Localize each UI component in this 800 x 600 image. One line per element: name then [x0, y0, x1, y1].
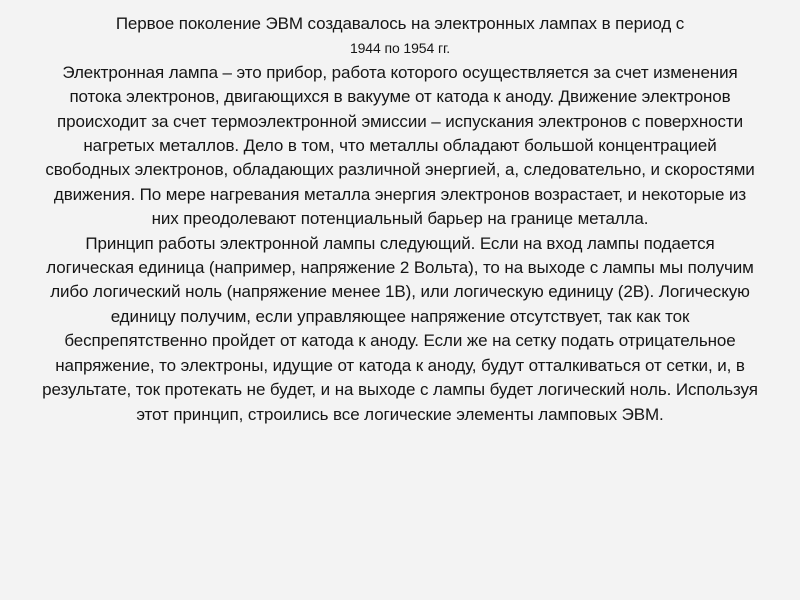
- lamp-description-paragraph: Электронная лампа – это прибор, работа которого осуществляется за счет изменения потока электронов, двигающихся в вакууме от катода к аноду. Движение электронов происходит за счет термоэлектронной эмиссии – испускания электронов с поверхности нагретых металлов. Дело в том, что металлы обладают большой концентрацией свободных электронов, обладающих различной энергией, а, следовательно, и скоростями движения. По мере нагревания металла энергия электронов возрастает, и некоторые из них преодолевают потенциальный барьер на границе металла.: [45, 62, 755, 229]
- slide-text-block: [40, 12, 760, 427]
- lamp-principle-paragraph: Принцип работы электронной лампы следующий. Если на вход лампы подается логическая единица (например, напряжение 2 Вольта), то на выходе с лампы мы получим либо логический ноль (напряжение менее 1В), или логическую единицу (2В). Логическую единицу получим, если управляющее напряжение отсутствует, так как ток беспрепятственно пройдет от катода к аноду. Если же на сетку подать отрицательное напряжение, то электроны, идущие от катода к аноду, будут отталкиваться от сетки, и, в результате, ток протекать не будет, и на выходе с лампы будет логический ноль. Используя этот принцип, строились все логические элементы ламповых ЭВМ.: [42, 233, 758, 424]
- intro-years: 1944 по 1954 гг.: [349, 40, 451, 57]
- intro-line: Первое поколение ЭВМ создавалось на электронных лампах в период с: [115, 14, 685, 33]
